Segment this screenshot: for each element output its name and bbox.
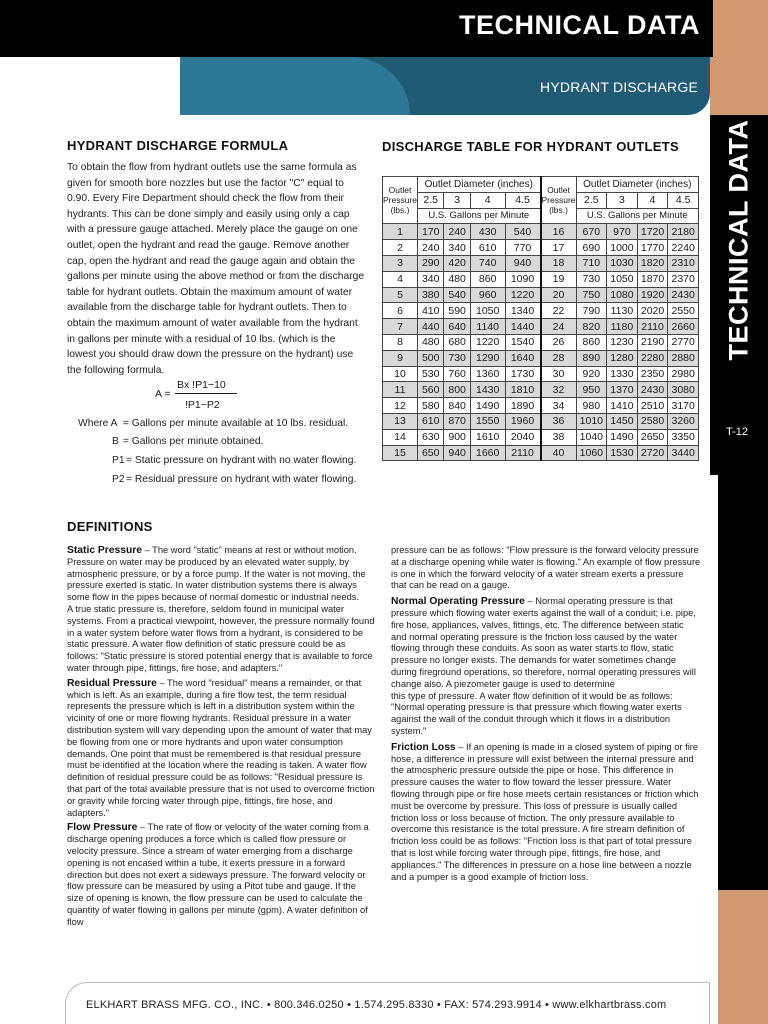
definition-static-cont: A true static pressure is, therefore, seldom found in municipal water systems. From a practical viewpoint, however, the pressure normally found in a water system before water flows from a hydrant, is considered to be static pressure. A water flow definition of static pressure could be as follows: "Static pressure is stored potential energy that is available to force water through pipe, fittings, fire hose, and adapters.": [67, 603, 375, 673]
table-cell: 2770: [668, 334, 699, 350]
table-cell: 580: [418, 398, 444, 414]
table-cell: 1810: [505, 382, 540, 398]
table-cell: 13: [383, 413, 418, 429]
table-cell: 590: [444, 303, 470, 319]
table-cell: 500: [418, 350, 444, 366]
table-cell: 3170: [668, 398, 699, 414]
table-cell: 1770: [637, 240, 668, 256]
table-cell: 790: [576, 303, 607, 319]
table-cell: 2110: [505, 445, 540, 461]
table-cell: 6: [383, 303, 418, 319]
table-cell: 3080: [668, 382, 699, 398]
definition-static: Static Pressure – The word "static" means at rest or without motion. Pressure on water may be produced by an elevated water supply, by atmospheric pressure, or by a force pump. If the water is not moving, the pressure exerted is static. In water distribution systems there is always some flow in the pipes because of normal domestic or industrial needs.: [67, 545, 366, 603]
table-cell: 860: [470, 271, 505, 287]
table-cell: 1050: [470, 303, 505, 319]
table-cell: 610: [470, 240, 505, 256]
table-cell: 340: [418, 271, 444, 287]
diameter-cell: 3: [607, 192, 638, 208]
where-row: P2= Residual pressure on hydrant with water flowing.: [112, 474, 357, 485]
table-cell: 2550: [668, 303, 699, 319]
diameter-cell: 2.5: [418, 192, 444, 208]
table-cell: 1090: [505, 271, 540, 287]
diameter-cell: 3: [444, 192, 470, 208]
table-cell: 2280: [637, 350, 668, 366]
table-cell: 170: [418, 224, 444, 240]
table-cell: 3260: [668, 413, 699, 429]
table-cell: 2020: [637, 303, 668, 319]
table-cell: 2040: [505, 429, 540, 445]
table-row: [383, 398, 699, 414]
table-cell: 440: [418, 319, 444, 335]
table-cell: 1410: [607, 398, 638, 414]
table-cell: 2370: [668, 271, 699, 287]
table-cell: 40: [541, 445, 577, 461]
definition-normal-cont: this type of pressure. A water flow definition of it would be as follows: "Normal operating pressure is that pressure which flowing water exerts against the wall of the conduit through which it flows in a distribution system.": [391, 690, 682, 736]
eq-numerator: Bx !P1−10: [177, 379, 226, 391]
table-row: [383, 240, 699, 256]
table-cell: 760: [444, 366, 470, 382]
where-row: B = Gallons per minute obtained.: [112, 436, 264, 447]
table-cell: 960: [470, 287, 505, 303]
side-bottom-accent: [718, 890, 768, 1024]
where-row: P1= Static pressure on hydrant with no water flowing.: [112, 455, 357, 466]
table-cell: 1: [383, 224, 418, 240]
page-subtitle: HYDRANT DISCHARGE: [540, 79, 698, 95]
page-header-title: TECHNICAL DATA: [459, 10, 700, 40]
table-cell: 750: [576, 287, 607, 303]
footer: [65, 982, 710, 1024]
table-cell: 1030: [607, 255, 638, 271]
diameter-cell: 4: [470, 192, 505, 208]
table-cell: 640: [444, 319, 470, 335]
table-cell: 1220: [505, 287, 540, 303]
table-cell: 1820: [637, 255, 668, 271]
eq-denominator: !P1−P2: [185, 399, 220, 411]
table-cell: 1340: [505, 303, 540, 319]
table-cell: 1290: [470, 350, 505, 366]
table-cell: 1360: [470, 366, 505, 382]
table-row: [383, 255, 699, 271]
table-cell: 420: [444, 255, 470, 271]
table-cell: 1920: [637, 287, 668, 303]
table-cell: 2110: [637, 319, 668, 335]
table-cell: 950: [576, 382, 607, 398]
table-cell: 18: [541, 255, 577, 271]
table-cell: 1080: [607, 287, 638, 303]
table-cell: 19: [541, 271, 577, 287]
table-cell: 32: [541, 382, 577, 398]
table-cell: 4: [383, 271, 418, 287]
term-flow: Flow Pressure: [67, 822, 138, 834]
table-cell: 430: [470, 224, 505, 240]
table-cell: 800: [444, 382, 470, 398]
table-cell: 940: [444, 445, 470, 461]
table-cell: 2650: [637, 429, 668, 445]
definitions-left-column: [67, 545, 375, 929]
table-cell: 24: [541, 319, 577, 335]
table-row: [383, 287, 699, 303]
table-cell: 1050: [607, 271, 638, 287]
table-row: [383, 366, 699, 382]
table-row: [383, 303, 699, 319]
table-cell: 680: [444, 334, 470, 350]
table-cell: 3440: [668, 445, 699, 461]
table-cell: 1140: [470, 319, 505, 335]
definition-flow-cont: pressure can be as follows: "Flow pressure is the forward velocity pressure at a discharge opening while water is flowing." An example of flow pressure is one in which the forward velocity of a water stream exerts a pressure that can be read on a gauge.: [391, 545, 701, 591]
side-strip: [718, 475, 768, 890]
side-accent: [710, 57, 768, 115]
table-cell: 1490: [470, 398, 505, 414]
table-cell: 2880: [668, 350, 699, 366]
table-cell: 410: [418, 303, 444, 319]
eq-fraction-bar: [175, 393, 237, 394]
table-cell: 1890: [505, 398, 540, 414]
table-cell: 1660: [470, 445, 505, 461]
table-cell: 530: [418, 366, 444, 382]
table-cell: 9: [383, 350, 418, 366]
table-cell: 690: [576, 240, 607, 256]
definitions-title: DEFINITIONS: [67, 519, 153, 534]
table-cell: 1230: [607, 334, 638, 350]
table-cell: 11: [383, 382, 418, 398]
header-bar: [0, 0, 768, 57]
table-cell: 240: [444, 224, 470, 240]
table-cell: 670: [576, 224, 607, 240]
table-body: [383, 224, 699, 461]
table-cell: 1550: [470, 413, 505, 429]
table-cell: 820: [576, 319, 607, 335]
table-cell: 14: [383, 429, 418, 445]
header-pressure: Outlet Pressure (lbs.): [383, 177, 418, 224]
table-cell: 480: [418, 334, 444, 350]
term-static: Static Pressure: [67, 545, 142, 556]
table-cell: 2430: [637, 382, 668, 398]
table-cell: 16: [541, 224, 577, 240]
diameter-cell: 2.5: [576, 192, 607, 208]
table-cell: 980: [576, 398, 607, 414]
table-cell: 1610: [470, 429, 505, 445]
definition-normal: Normal Operating Pressure – Normal operating pressure is that pressure which flowing water exerts against the wall of a conduit; i.e. pipe, fire hose, appliances, valves, fittings, etc. The difference between static and normal operating pressure is the friction loss caused by the water flowing through these conduits. As soon as water starts to flow, static pressure no longer exists. The demands for water sometimes change during fireground operations, so therefore, normal operating pressures will change also. A piezometer gauge is used to determine: [391, 596, 696, 689]
side-tab-title: TECHNICAL DATA: [723, 119, 754, 361]
table-cell: 1430: [470, 382, 505, 398]
diameter-cell: 4.5: [668, 192, 699, 208]
formula-title: HYDRANT DISCHARGE FORMULA: [67, 138, 289, 153]
diameter-cell: 4: [637, 192, 668, 208]
table-row: [383, 445, 699, 461]
table-cell: 2660: [668, 319, 699, 335]
header-gpm: U.S. Gallons per Minute: [418, 208, 541, 224]
table-cell: 740: [470, 255, 505, 271]
table-cell: 1540: [505, 334, 540, 350]
table-cell: 2980: [668, 366, 699, 382]
table-cell: 730: [444, 350, 470, 366]
table-cell: 1370: [607, 382, 638, 398]
table-cell: 540: [444, 287, 470, 303]
table-cell: 20: [541, 287, 577, 303]
table-row: [383, 413, 699, 429]
header-diameter: Outlet Diameter (inches): [576, 177, 698, 193]
table-cell: 2: [383, 240, 418, 256]
term-residual: Residual Pressure: [67, 677, 157, 689]
table-cell: 1130: [607, 303, 638, 319]
table-cell: 30: [541, 366, 577, 382]
definition-flow: Flow Pressure – The rate of flow or velocity of the water coming from a discharge opening produces a force which is called flow pressure or velocity pressure. Since a stream of water emerging from a discharge opening is not encased within a tube, it exerts pressure in a forward direction but does not exert a sideways pressure. The forward velocity or flow pressure can be measured by using a Pitot tube and gauge. If the size of opening is known, the flow pressure can be used to calculate the quantity of water flowing in gallons per minute (gpm). A water definition of flow: [67, 822, 369, 927]
table-cell: 38: [541, 429, 577, 445]
where-row: Where A = Gallons per minute available at 10 lbs. residual.: [78, 418, 349, 429]
diameter-cell: 4.5: [505, 192, 540, 208]
table-cell: 28: [541, 350, 577, 366]
table-cell: 940: [505, 255, 540, 271]
table-cell: 2180: [668, 224, 699, 240]
table-cell: 2190: [637, 334, 668, 350]
table-cell: 15: [383, 445, 418, 461]
table-cell: 860: [576, 334, 607, 350]
table-cell: 2310: [668, 255, 699, 271]
table-cell: 34: [541, 398, 577, 414]
table-cell: 2350: [637, 366, 668, 382]
table-row: [383, 350, 699, 366]
table-row: [383, 224, 699, 240]
table-cell: 970: [607, 224, 638, 240]
table-cell: 380: [418, 287, 444, 303]
table-cell: 12: [383, 398, 418, 414]
table-cell: 1280: [607, 350, 638, 366]
definitions-right-column: [391, 545, 701, 883]
table-cell: 340: [444, 240, 470, 256]
table-cell: 3350: [668, 429, 699, 445]
table-cell: 36: [541, 413, 577, 429]
table-cell: 26: [541, 334, 577, 350]
table-cell: 2720: [637, 445, 668, 461]
table-cell: 610: [418, 413, 444, 429]
table-cell: 1640: [505, 350, 540, 366]
term-normal: Normal Operating Pressure: [391, 596, 525, 608]
table-cell: 1060: [576, 445, 607, 461]
table-cell: 7: [383, 319, 418, 335]
table-cell: 920: [576, 366, 607, 382]
table-cell: 730: [576, 271, 607, 287]
footer-contact: ELKHART BRASS MFG. CO., INC. • 800.346.0250 • 1.574.295.8330 • FAX: 574.293.9914 • www.elkhartbrass.com: [86, 999, 667, 1011]
table-cell: 1440: [505, 319, 540, 335]
table-row: [383, 382, 699, 398]
table-cell: 2510: [637, 398, 668, 414]
table-row: [383, 334, 699, 350]
formula-equation: [155, 378, 275, 414]
table-cell: 5: [383, 287, 418, 303]
table-cell: 840: [444, 398, 470, 414]
definition-residual: Residual Pressure – The word "residual" means a remainder, or that which is left. As an example, during a fire flow test, the term residual represents the pressure which is left in a distribution system within the vicinity of one or more flowing hydrants. Residual pressure in a water distribution system will vary depending upon the amount of water that may be flowing from one or more hydrants and upon water consumption demands. One point that must be remembered is that residual pressure must be identified at the location where the reading is taken. A water flow definition of residual pressure could be as follows: "Residual pressure is that part of the total available pressure that is not used to overcome friction or gravity while forcing water through pipe, fittings, fire hose, and adapters.": [67, 677, 375, 818]
table-cell: 540: [505, 224, 540, 240]
table-cell: 8: [383, 334, 418, 350]
header-pressure: Outlet Pressure (lbs.): [541, 177, 577, 224]
table-cell: 1220: [470, 334, 505, 350]
table-cell: 240: [418, 240, 444, 256]
table-cell: 1180: [607, 319, 638, 335]
table-cell: 710: [576, 255, 607, 271]
subtitle-band: [180, 57, 710, 115]
table-cell: 1730: [505, 366, 540, 382]
table-cell: 2430: [668, 287, 699, 303]
table-row: [383, 429, 699, 445]
table-cell: 1960: [505, 413, 540, 429]
page-number-box: [712, 420, 768, 472]
table-cell: 1490: [607, 429, 638, 445]
table-cell: 2240: [668, 240, 699, 256]
table-cell: 10: [383, 366, 418, 382]
table-title: DISCHARGE TABLE FOR HYDRANT OUTLETS: [382, 139, 679, 154]
table-cell: 1010: [576, 413, 607, 429]
table-cell: 1040: [576, 429, 607, 445]
table-row: [383, 319, 699, 335]
table-cell: 650: [418, 445, 444, 461]
table-cell: 890: [576, 350, 607, 366]
table-cell: 1000: [607, 240, 638, 256]
table-cell: 22: [541, 303, 577, 319]
header-gpm: U.S. Gallons per Minute: [576, 208, 698, 224]
table-cell: 3: [383, 255, 418, 271]
eq-lhs: A =: [155, 388, 171, 400]
table-cell: 870: [444, 413, 470, 429]
definition-friction: Friction Loss – If an opening is made in a closed system of piping or fire hose, a difference in pressure will exist between the internal pressure and the atmospheric pressure outside the pipe or hose. This difference in pressure causes the water to flow toward the lesser pressure. Water flowing through pipe or fire hose meets certain resistances or friction which must be overcome by pressure. This loss of pressure is usually called friction loss or loss because of friction. The only pressure available to overcome this resistance is the total pressure. A fire stream definition of friction loss could be as follows: "Friction loss is that part of total pressure that is lost while forcing water through pipe, fittings, fire hose, and appliances." The differences in pressure on a hose line between a nozzle and a pumper is a good example of friction loss.: [391, 741, 699, 882]
table-cell: 770: [505, 240, 540, 256]
table-row: [383, 271, 699, 287]
table-cell: 900: [444, 429, 470, 445]
discharge-table: [382, 176, 699, 461]
table-cell: 1870: [637, 271, 668, 287]
table-cell: 630: [418, 429, 444, 445]
header-diameter: Outlet Diameter (inches): [418, 177, 541, 193]
term-friction: Friction Loss: [391, 741, 456, 753]
formula-body: To obtain the flow from hydrant outlets use the same formula as given for smooth bore nozzles but use the factor "C" equal to 0.90. Every Fire Department should check the flow from their hydrants. This can be done simply and easily using only a cap with a pressure gauge attached. Merely place the gauge on one outlet, open the hydrant and read the gauge. Remove another cap, open the hydrant and read the gauge again and obtain the gallons per minute using the above method or from the discharge table for hydrant outlets. Obtain the maximum amount of water available from the discharge table for hydrant outlets. Then to obtain the maximum amount of water available from the hydrant in gallons per minute with a residual of 10 lbs. (which is the lowest you should draw down the pressure on the hydrant) use the following formula.: [67, 162, 365, 376]
table-cell: 480: [444, 271, 470, 287]
table-cell: 560: [418, 382, 444, 398]
table-cell: 1330: [607, 366, 638, 382]
corner-accent: [713, 0, 768, 57]
table-cell: 1450: [607, 413, 638, 429]
table-cell: 2580: [637, 413, 668, 429]
table-cell: 1530: [607, 445, 638, 461]
table-cell: 1720: [637, 224, 668, 240]
table-cell: 290: [418, 255, 444, 271]
page-number: T-12: [726, 426, 749, 438]
table-cell: 17: [541, 240, 577, 256]
